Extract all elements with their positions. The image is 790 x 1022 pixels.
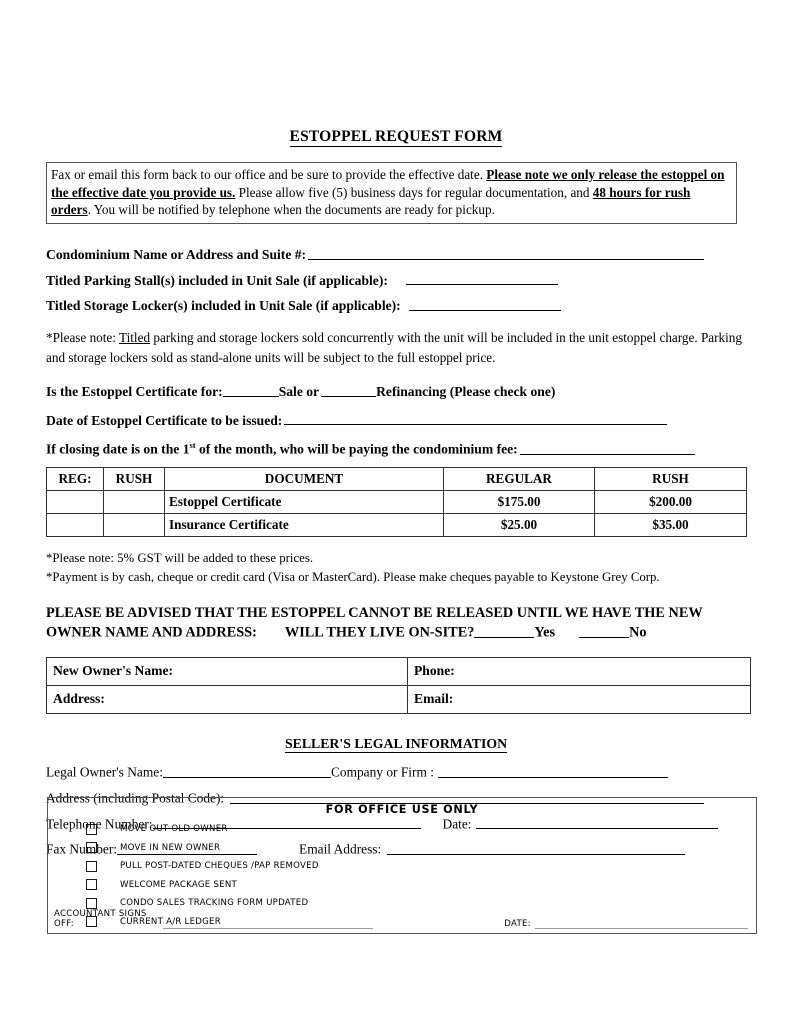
page-title-text: ESTOPPEL REQUEST FORM (289, 128, 503, 145)
titled-note-underlined: Titled (119, 330, 151, 346)
payment-note: *Payment is by cash, cheque or credit card (Visa or MasterCard). Please make cheques payable to Keystone Grey Corp. (46, 569, 660, 584)
cell-rush-checkbox-2[interactable] (104, 513, 165, 536)
new-owner-phone-label[interactable]: Phone: (408, 658, 751, 686)
refinancing-checkbox-blank[interactable] (321, 383, 376, 397)
seller-address-label: Address (including Postal Code): (46, 790, 225, 806)
cell-regular-price-2: $25.00 (444, 513, 595, 536)
sale-checkbox-blank[interactable] (223, 383, 279, 397)
page-title (46, 128, 746, 146)
certificate-purpose-row (46, 383, 746, 400)
estoppel-date-input[interactable] (284, 412, 667, 426)
condo-name-input[interactable] (308, 246, 704, 260)
parking-stall-label: Titled Parking Stall(s) included in Unit Sale (if applicable): (46, 272, 388, 288)
gst-note: *Please note: 5% GST will be added to these prices. (46, 550, 314, 565)
no-label: No (629, 624, 647, 641)
instruction-part-3: . You will be notified by telephone when the documents are ready for pickup. (87, 202, 495, 218)
cell-reg-checkbox-2[interactable] (47, 513, 104, 536)
checkbox-label: MOVE IN NEW OWNER (120, 842, 221, 853)
cell-document-2: Insurance Certificate (165, 513, 444, 536)
advisory-line-2-text: OWNER NAME AND ADDRESS: (46, 624, 257, 641)
table-row (47, 658, 751, 686)
storage-locker-row (46, 297, 746, 314)
table-row (47, 686, 751, 714)
advisory-line-1: PLEASE BE ADVISED THAT THE ESTOPPEL CANNOT BE RELEASED UNTIL WE HAVE THE NEW (46, 605, 703, 622)
header-document: DOCUMENT (165, 467, 444, 490)
checkbox-label: CURRENT A/R LEDGER (120, 916, 221, 927)
closing-fee-label-post: of the month, who will be paying the condominium fee: (195, 441, 518, 457)
checkbox-icon[interactable] (86, 898, 97, 909)
certificate-purpose-label: Is the Estoppel Certificate for: (46, 383, 223, 399)
seller-heading-text: SELLER'S LEGAL INFORMATION (284, 736, 508, 752)
office-use-title: FOR OFFICE USE ONLY (325, 803, 479, 816)
checkbox-icon[interactable] (86, 824, 97, 835)
onsite-question: WILL THEY LIVE ON-SITE? (284, 624, 475, 641)
checkbox-icon[interactable] (86, 861, 97, 872)
seller-section-heading (46, 736, 746, 752)
form-content (46, 128, 746, 867)
accountant-signoff-label: ACCOUNTANT SIGNS OFF: (54, 909, 147, 929)
instruction-bold-2: 48 hours for rush orders (51, 184, 691, 218)
titled-note (46, 328, 746, 366)
parking-stall-row (46, 272, 746, 289)
header-rush: RUSH (104, 467, 165, 490)
refinancing-label: Refinancing (Please check one) (376, 383, 556, 399)
advisory-text (46, 604, 746, 643)
accountant-signature-input[interactable] (163, 920, 373, 929)
table-header-row (47, 467, 747, 490)
accountant-date-input[interactable] (535, 920, 748, 929)
instruction-part-1: Fax or email this form back to our office and be sure to provide the effective date. (51, 167, 487, 182)
yes-label: Yes (534, 624, 556, 641)
instruction-part-2: Please allow five (5) business days for regular documentation, and (235, 184, 593, 200)
company-label: Company or Firm : (330, 764, 434, 780)
list-item[interactable] (86, 857, 756, 876)
onsite-yes-blank[interactable] (474, 623, 534, 638)
instruction-box (46, 162, 737, 224)
list-item[interactable] (86, 839, 756, 858)
header-reg: REG: (47, 467, 104, 490)
header-rush-price: RUSH (595, 467, 747, 490)
new-owner-name-label[interactable]: New Owner's Name: (47, 658, 408, 686)
cell-reg-checkbox-1[interactable] (47, 490, 104, 513)
titled-note-prefix: *Please note: (46, 330, 120, 346)
condo-name-label: Condominium Name or Address and Suite #: (46, 246, 307, 262)
seller-date-label: Date: (442, 816, 472, 832)
new-owner-email-label[interactable]: Email: (408, 686, 751, 714)
estoppel-date-row (46, 412, 746, 429)
table-row (47, 513, 747, 536)
seller-email-label: Email Address: (299, 842, 382, 858)
cell-document-1: Estoppel Certificate (165, 490, 444, 513)
legal-owner-input[interactable] (163, 764, 331, 778)
closing-fee-input[interactable] (520, 441, 695, 455)
accountant-date-label: DATE: (504, 919, 531, 929)
closing-fee-label-pre: If closing date is on the 1 (46, 441, 190, 457)
ordinal-suffix: st (189, 440, 196, 451)
estoppel-date-label: Date of Estoppel Certificate to be issued: (46, 412, 283, 428)
cell-rush-checkbox-1[interactable] (104, 490, 165, 513)
instruction-bold-1: Please note we only release the estoppel on the effective date you provide us. (51, 167, 725, 200)
office-use-box (47, 797, 757, 934)
company-input[interactable] (438, 764, 668, 778)
cell-rush-price-2: $35.00 (595, 513, 747, 536)
closing-fee-row (46, 440, 746, 458)
price-table (46, 467, 747, 537)
legal-owner-row (46, 764, 746, 781)
advisory-line-2 (46, 623, 746, 643)
list-item[interactable] (86, 876, 756, 895)
new-owner-address-label[interactable]: Address: (47, 686, 408, 714)
checkbox-icon[interactable] (86, 842, 97, 853)
titled-note-rest: parking and storage lockers sold concurrently with the unit will be included in the unit estoppel charge. Parking and storage lockers sold as stand-alone units will be subject to the full estoppel price. (46, 330, 742, 365)
checkbox-label: CONDO SALES TRACKING FORM UPDATED (120, 898, 309, 909)
seller-fax-label: Fax Number: (46, 842, 118, 858)
checkbox-icon[interactable] (86, 879, 97, 890)
accountant-signoff-row (54, 909, 752, 929)
checkbox-label: PULL POST-DATED CHEQUES /PAP REMOVED (120, 861, 319, 872)
seller-telephone-label: Telephone Number: (46, 816, 153, 832)
sale-label: Sale or (278, 383, 320, 399)
condo-name-row (46, 246, 746, 263)
header-regular: REGULAR (444, 467, 595, 490)
cell-rush-price-1: $200.00 (595, 490, 747, 513)
list-item[interactable] (86, 820, 756, 839)
cell-regular-price-1: $175.00 (444, 490, 595, 513)
storage-locker-input[interactable] (409, 297, 561, 311)
checkbox-label: MOVE OUT OLD OWNER (120, 824, 228, 835)
legal-owner-label: Legal Owner's Name: (46, 764, 163, 780)
onsite-no-blank[interactable] (579, 623, 629, 638)
table-row (47, 490, 747, 513)
new-owner-table (46, 657, 751, 714)
parking-stall-input[interactable] (406, 272, 558, 286)
checkbox-label: WELCOME PACKAGE SENT (120, 879, 238, 890)
storage-locker-label: Titled Storage Locker(s) included in Unit Sale (if applicable): (46, 298, 401, 314)
